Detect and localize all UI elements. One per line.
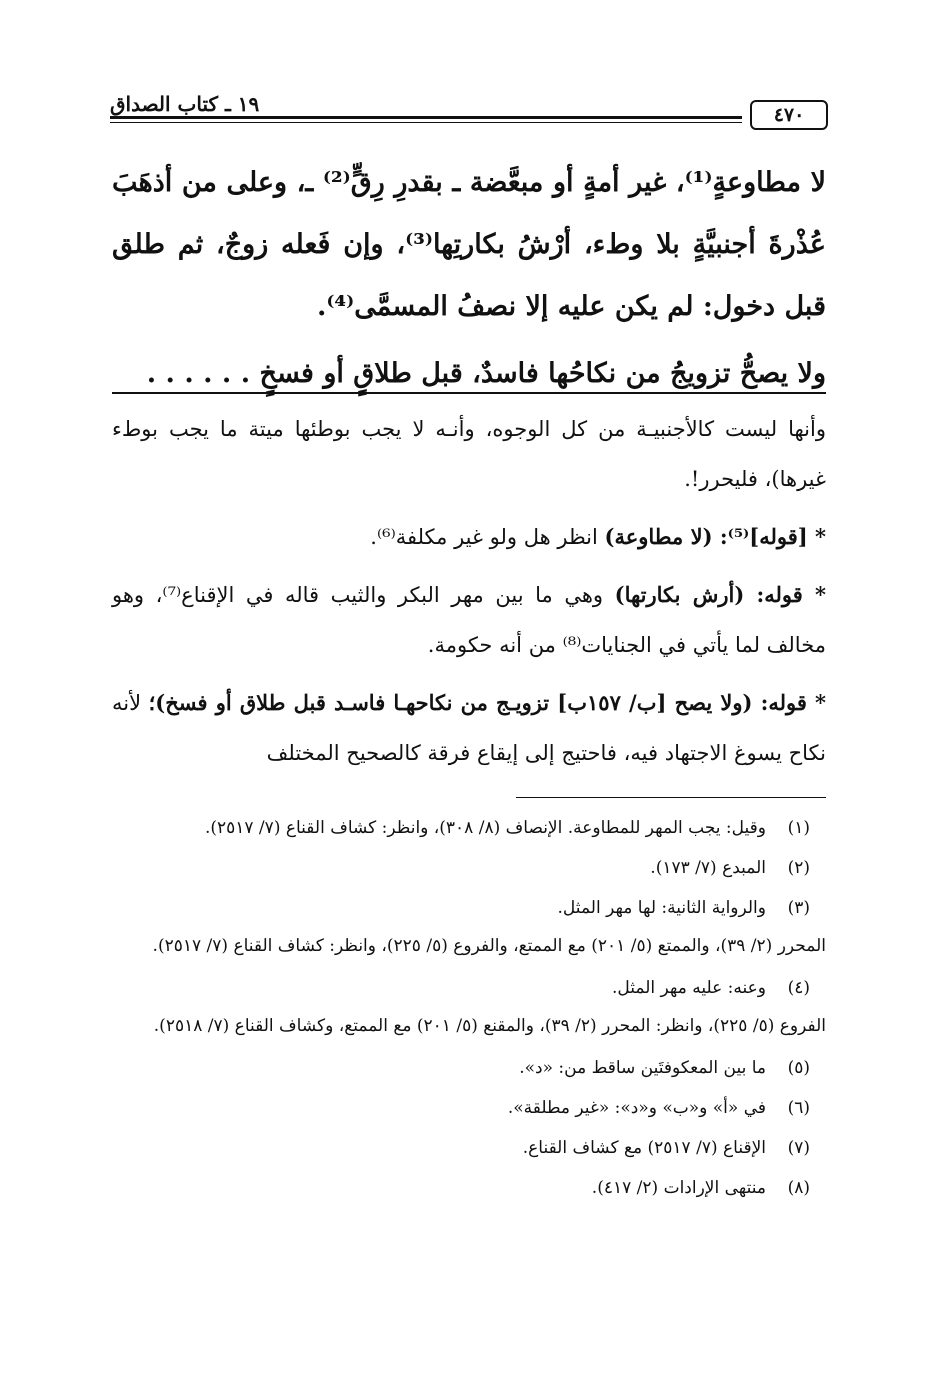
footnote-number: (٢) xyxy=(787,858,810,878)
footnote-text: منتهى الإرادات (٢/ ٤١٧). xyxy=(591,1178,766,1198)
commentary-lead: * قوله: (ولا يصح [ب/ ١٥٧ب] تزويـج من نكاحهـا فاسـد قبل طلاق أو فسخ)؛ xyxy=(148,690,827,715)
footnote-number: (١) xyxy=(787,818,810,838)
footnote-text: والرواية الثانية: لها مهر المثل. xyxy=(557,898,766,918)
footnote-3 xyxy=(112,888,826,928)
footnote-continuation: الفروع (٥/ ٢٢٥)، وانظر: المحرر (٢/ ٣٩)، والمقنع (٥/ ٢٠١) مع الممتع، وكشاف القناع (٧/ ٢٥١٨). xyxy=(153,1016,826,1036)
footnotes xyxy=(112,808,826,1208)
header-rule-thin xyxy=(110,122,742,123)
page-header xyxy=(110,90,828,140)
commentary xyxy=(112,404,826,786)
footnote-text: الإقناع (٧/ ٢٥١٧) مع كشاف القناع. xyxy=(522,1138,766,1158)
commentary-lead: * [قوله]⁽⁵⁾: (لا مطاوعة) xyxy=(604,524,826,549)
text-separator xyxy=(112,392,826,394)
commentary-paragraph-4 xyxy=(112,678,826,778)
commentary-body: انظر هل ولو غير مكلفة⁽⁶⁾. xyxy=(370,525,605,549)
footnote-number: (٣) xyxy=(787,898,810,918)
footnote-1 xyxy=(112,808,826,848)
page-number: ٤٧٠ xyxy=(750,100,828,130)
footnote-separator xyxy=(516,797,826,798)
footnote-number: (٤) xyxy=(787,978,810,998)
main-text xyxy=(112,152,826,402)
commentary-lead: * قوله: (أرش بكارتها) xyxy=(614,582,826,607)
footnote-number: (٨) xyxy=(787,1178,810,1198)
main-paragraph-1: لا مطاوعةٍ⁽¹⁾، غير أمةٍ أو مبعَّضة ـ بقدرِ رِقٍّ⁽²⁾ ـ، وعلى من أذهَبَ عُذْرةَ أجنبيَّةٍ بلا وطء، أرْشُ بكارتِها⁽³⁾، وإن فَعله زوجٌ، ثم طلق قبل دخول: لم يكن عليه إلا نصفُ المسمَّى⁽⁴⁾. xyxy=(112,167,826,322)
main-paragraph-2: ولا يصحُّ تزويجُ من نكاحُها فاسدٌ، قبل طلاقٍ أو فسخٍ . . . . . . xyxy=(146,358,826,389)
footnote-5 xyxy=(112,1048,826,1088)
footnote-text: وقيل: يجب المهر للمطاوعة. الإنصاف (٨/ ٣٠٨)، وانظر: كشاف القناع (٧/ ٢٥١٧). xyxy=(204,818,766,838)
footnote-text: المبدع (٧/ ١٧٣). xyxy=(650,858,766,878)
footnote-8 xyxy=(112,1168,826,1208)
footnote-number: (٧) xyxy=(787,1138,810,1158)
footnote-number: (٦) xyxy=(787,1098,810,1118)
footnote-7 xyxy=(112,1128,826,1168)
commentary-body: وهي ما بين مهر البكر والثيب قاله في الإقناع⁽⁷⁾، وهو مخالف لما يأتي في الجنايات⁽⁸⁾ من أنه حكومة. xyxy=(112,583,826,657)
footnote-text: في «أ» و«ب» و«د»: «غير مطلقة». xyxy=(507,1098,766,1118)
footnote-6 xyxy=(112,1088,826,1128)
footnote-text: ما بين المعكوفتَين ساقط من: «د». xyxy=(519,1058,766,1078)
commentary-body: لأنه نكاح يسوغ الاجتهاد فيه، فاحتيج إلى إيقاع فرقة كالصحيح المختلف xyxy=(112,691,826,765)
commentary-paragraph-3 xyxy=(112,570,826,670)
commentary-paragraph-1: وأنها ليست كالأجنبيـة من كل الوجوه، وأنـه لا يجب بوطئها ميتة ما يجب بوطء غيرها)، فليحرر!. xyxy=(112,417,826,491)
footnote-2 xyxy=(112,848,826,888)
footnote-4 xyxy=(112,968,826,1008)
chapter-title: ١٩ ـ كتاب الصداق xyxy=(110,92,260,116)
footnote-text: وعنه: عليه مهر المثل. xyxy=(611,978,766,998)
footnote-number: (٥) xyxy=(787,1058,810,1078)
commentary-paragraph-2 xyxy=(112,512,826,562)
footnote-continuation: المحرر (٢/ ٣٩)، والممتع (٥/ ٢٠١) مع الممتع، والفروع (٥/ ٢٢٥)، وانظر: كشاف القناع (٧/ ٢٥١٧). xyxy=(152,936,826,956)
header-rule-thick xyxy=(110,116,742,119)
